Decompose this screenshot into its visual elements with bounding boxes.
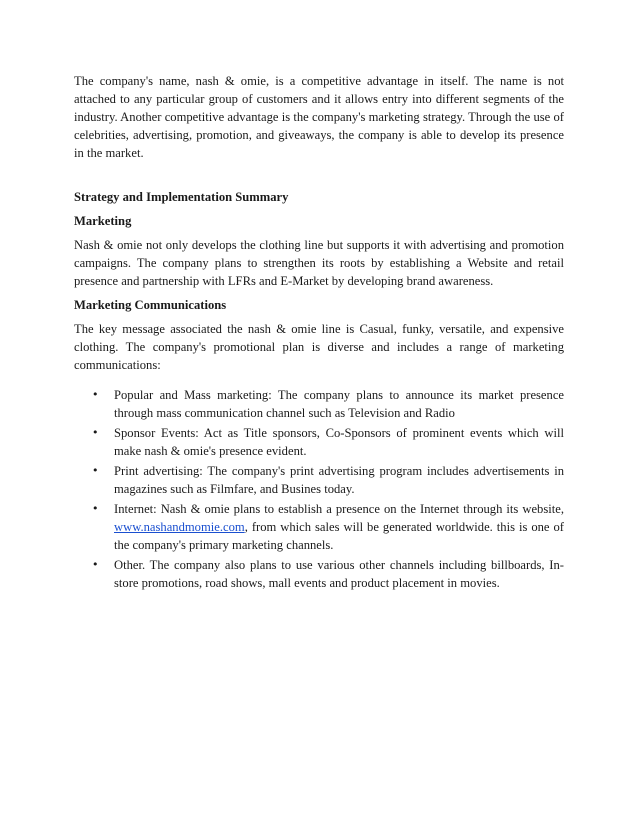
list-item-other: • Other. The company also plans to use various other channels including billboards, In-store promotions, road shows, mall events and product placement in movies.	[114, 556, 564, 592]
marketing-communications-heading: Marketing Communications	[74, 298, 227, 312]
list-item-internet	[114, 500, 564, 554]
internet-text-after: , from which sales will be generated worldwide. this is one of the company's primary marketing channels.	[114, 520, 564, 552]
marketing-heading: Marketing	[74, 214, 132, 228]
marketing-paragraph: Nash & omie not only develops the clothing line but supports it with advertising and promotion campaigns. The company plans to strengthen its roots by establishing a Website and retail presence and partnership with LFRs and E-Market by developing brand awareness.	[74, 238, 564, 288]
strategy-heading: Strategy and Implementation Summary	[74, 190, 289, 204]
intro-paragraph: The company's name, nash & omie, is a competitive advantage in itself. The name is not attached to any particular group of customers and it allows entry into different segments of the industry. Another competitive advantage is the company's marketing strategy. Through the use of celebrities, advertising, promotion, and giveaways, the company is able to develop its presence in the market.	[74, 74, 564, 160]
document-page	[74, 72, 564, 594]
communications-list	[74, 386, 564, 592]
list-item-print-advertising: • Print advertising: The company's print advertising program includes advertisements in magazines such as Filmfare, and Busines today.	[114, 462, 564, 498]
internet-text-before: Internet: Nash & omie plans to establish a presence on the Internet through its website,	[114, 502, 564, 516]
list-item-mass-marketing: • Popular and Mass marketing: The company plans to announce its market presence through mass communication channel such as Television and Radio	[114, 386, 564, 422]
list-item-sponsor-events: • Sponsor Events: Act as Title sponsors, Co-Sponsors of prominent events which will make nash & omie's presence evident.	[114, 424, 564, 460]
marketing-communications-paragraph: The key message associated the nash & omie line is Casual, funky, versatile, and expensive clothing. The company's promotional plan is diverse and includes a range of marketing communications:	[74, 322, 564, 372]
website-link[interactable]: www.nashandmomie.com	[114, 520, 245, 534]
